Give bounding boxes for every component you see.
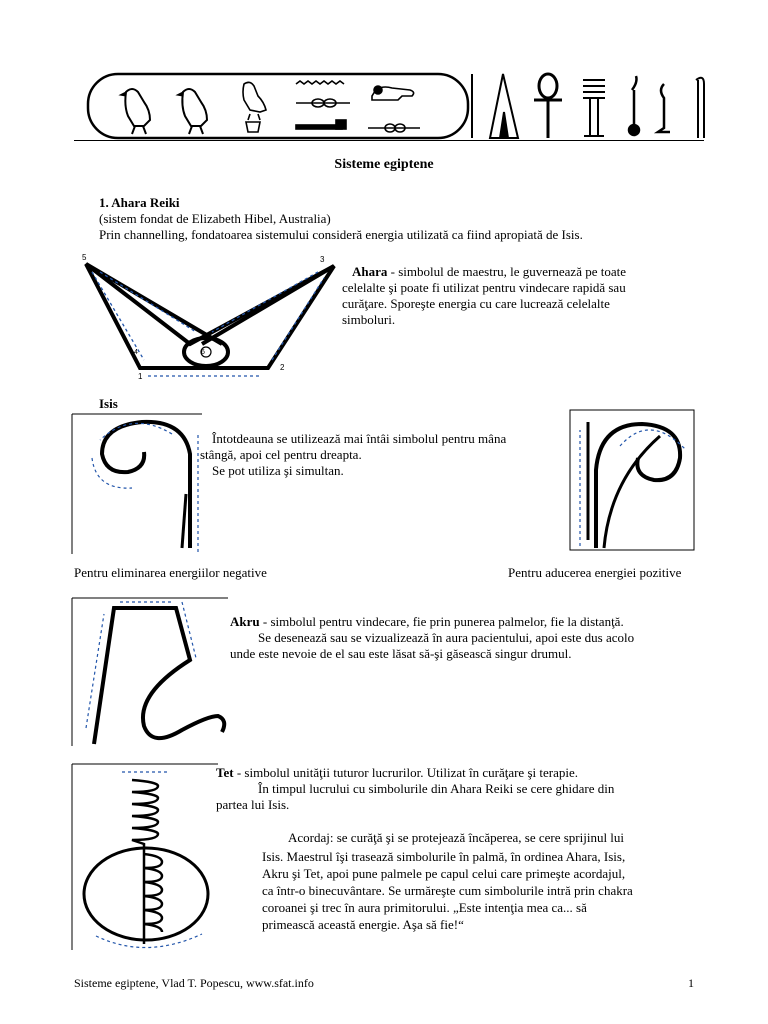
isis-left-spiral — [102, 422, 190, 548]
akru-desc-1: - simbolul pentru vindecare, fie prin punerea palmelor, fie la distanţă. — [259, 614, 624, 629]
ahara-description-line-2: celelalte şi poate fi utilizat pentru vindecare rapidă sau — [342, 280, 626, 295]
section-heading-ahara-reiki: 1. Ahara Reiki — [99, 195, 180, 210]
tet-desc-1: - simbolul unităţii tuturor lucrurilor. Utilizat în curăţare şi terapie. — [233, 765, 578, 780]
akru-name: Akru — [230, 614, 260, 629]
acordaj-line-5: coroanei şi trec în aura primitorului. „Este intenţia mea ca... să — [262, 900, 587, 915]
ahara-outer-line — [86, 264, 334, 368]
ahara-symbol — [72, 252, 352, 382]
acordaj-line-3: Akru şi Tet, apoi pune palmele pe capul celui care primeşte acordajul, — [262, 866, 626, 881]
acordaj-line-6: primească această energie. Aşa să fie!“ — [262, 917, 464, 932]
lion-glyph — [372, 86, 414, 100]
akru-stroke — [94, 608, 224, 744]
water-and-loop-glyphs — [296, 81, 350, 129]
feather-glyph — [658, 84, 670, 132]
isis-caption-right: Pentru aducerea energiei pozitive — [508, 565, 682, 580]
tet-name: Tet — [216, 765, 234, 780]
ahara-label-3: 3 — [320, 255, 325, 264]
acordaj-line-4: ca într-o binecuvântare. Se urmăreşte cum simbolurile intră prin chakra — [262, 883, 633, 898]
isis-text-line-1: Întotdeauna se utilizează mai întâi simbolul pentru mâna — [212, 431, 507, 446]
akru-line-2: Se desenează sau se vizualizează în aura pacientului, apoi este dus acolo — [258, 630, 635, 645]
hieroglyph-banner — [0, 0, 768, 150]
ahara-description-line-1 — [352, 264, 626, 281]
page-number: 1 — [688, 976, 694, 990]
rope-glyph — [368, 124, 420, 132]
isis-right-symbol — [570, 410, 696, 554]
footer-text: Sisteme egiptene, Vlad T. Popescu, www.sfat.info — [74, 976, 314, 990]
bird-glyph-1 — [120, 89, 150, 134]
ankh-glyph — [534, 74, 562, 138]
akru-line-1 — [230, 614, 624, 631]
ahara-name: Ahara — [352, 264, 388, 279]
bird-glyph-2 — [177, 89, 207, 134]
ahara-description-line-4: simboluri. — [342, 312, 396, 327]
ahara-desc-1: - simbolul de maestru, le guvernează pe toate — [387, 264, 626, 279]
header-rule — [74, 140, 704, 141]
tet-base-circle — [84, 848, 208, 940]
ahara-label-2: 2 — [280, 363, 285, 372]
staff-glyph — [696, 78, 704, 138]
founder-line: (sistem fondat de Elizabeth Hibel, Australia) — [99, 211, 331, 226]
akru-symbol — [72, 598, 232, 750]
isis-right-spiral — [596, 424, 680, 548]
ahara-label-1: 1 — [138, 372, 143, 381]
isis-text-line-3: Se pot utiliza şi simultan. — [212, 463, 344, 478]
ahara-label-6: 6 — [201, 349, 205, 356]
tet-coil — [132, 780, 162, 944]
tet-symbol — [72, 764, 222, 954]
cobra-glyph — [629, 76, 639, 135]
tet-line-1 — [216, 765, 578, 782]
channelling-line: Prin channelling, fondatoarea sistemului consideră energia utilizată ca fiind apropiată de Isis. — [99, 227, 583, 242]
isis-heading: Isis — [99, 396, 118, 411]
ahara-description-line-3: curăţare. Sporeşte energia cu care lucrează celelalte — [342, 296, 610, 311]
djed-glyph — [583, 80, 605, 136]
pyramid-glyph — [490, 74, 518, 138]
akru-line-3: unde este nevoie de el sau este lăsat să-şi găsească singur drumul. — [230, 646, 572, 661]
acordaj-line-2: Isis. Maestrul îşi trasează simbolurile în palmă, în ordinea Ahara, Isis, — [262, 849, 626, 864]
isis-left-symbol — [72, 414, 204, 558]
page-title: Sisteme egiptene — [334, 157, 434, 172]
isis-text-line-2: stângă, apoi cel pentru dreapta. — [200, 447, 362, 462]
tet-line-3: partea lui Isis. — [216, 797, 290, 812]
tet-line-2: În timpul lucrului cu simbolurile din Ahara Reiki se cere ghidare din — [258, 781, 615, 796]
isis-caption-left: Pentru eliminarea energiilor negative — [74, 565, 267, 580]
acordaj-line-1: Acordaj: se curăţă şi se protejează încăperea, se cere sprijinul lui — [288, 830, 625, 845]
ahara-label-5: 5 — [82, 253, 87, 262]
ahara-label-4: 4 — [134, 349, 138, 356]
vulture-glyph — [243, 82, 266, 132]
